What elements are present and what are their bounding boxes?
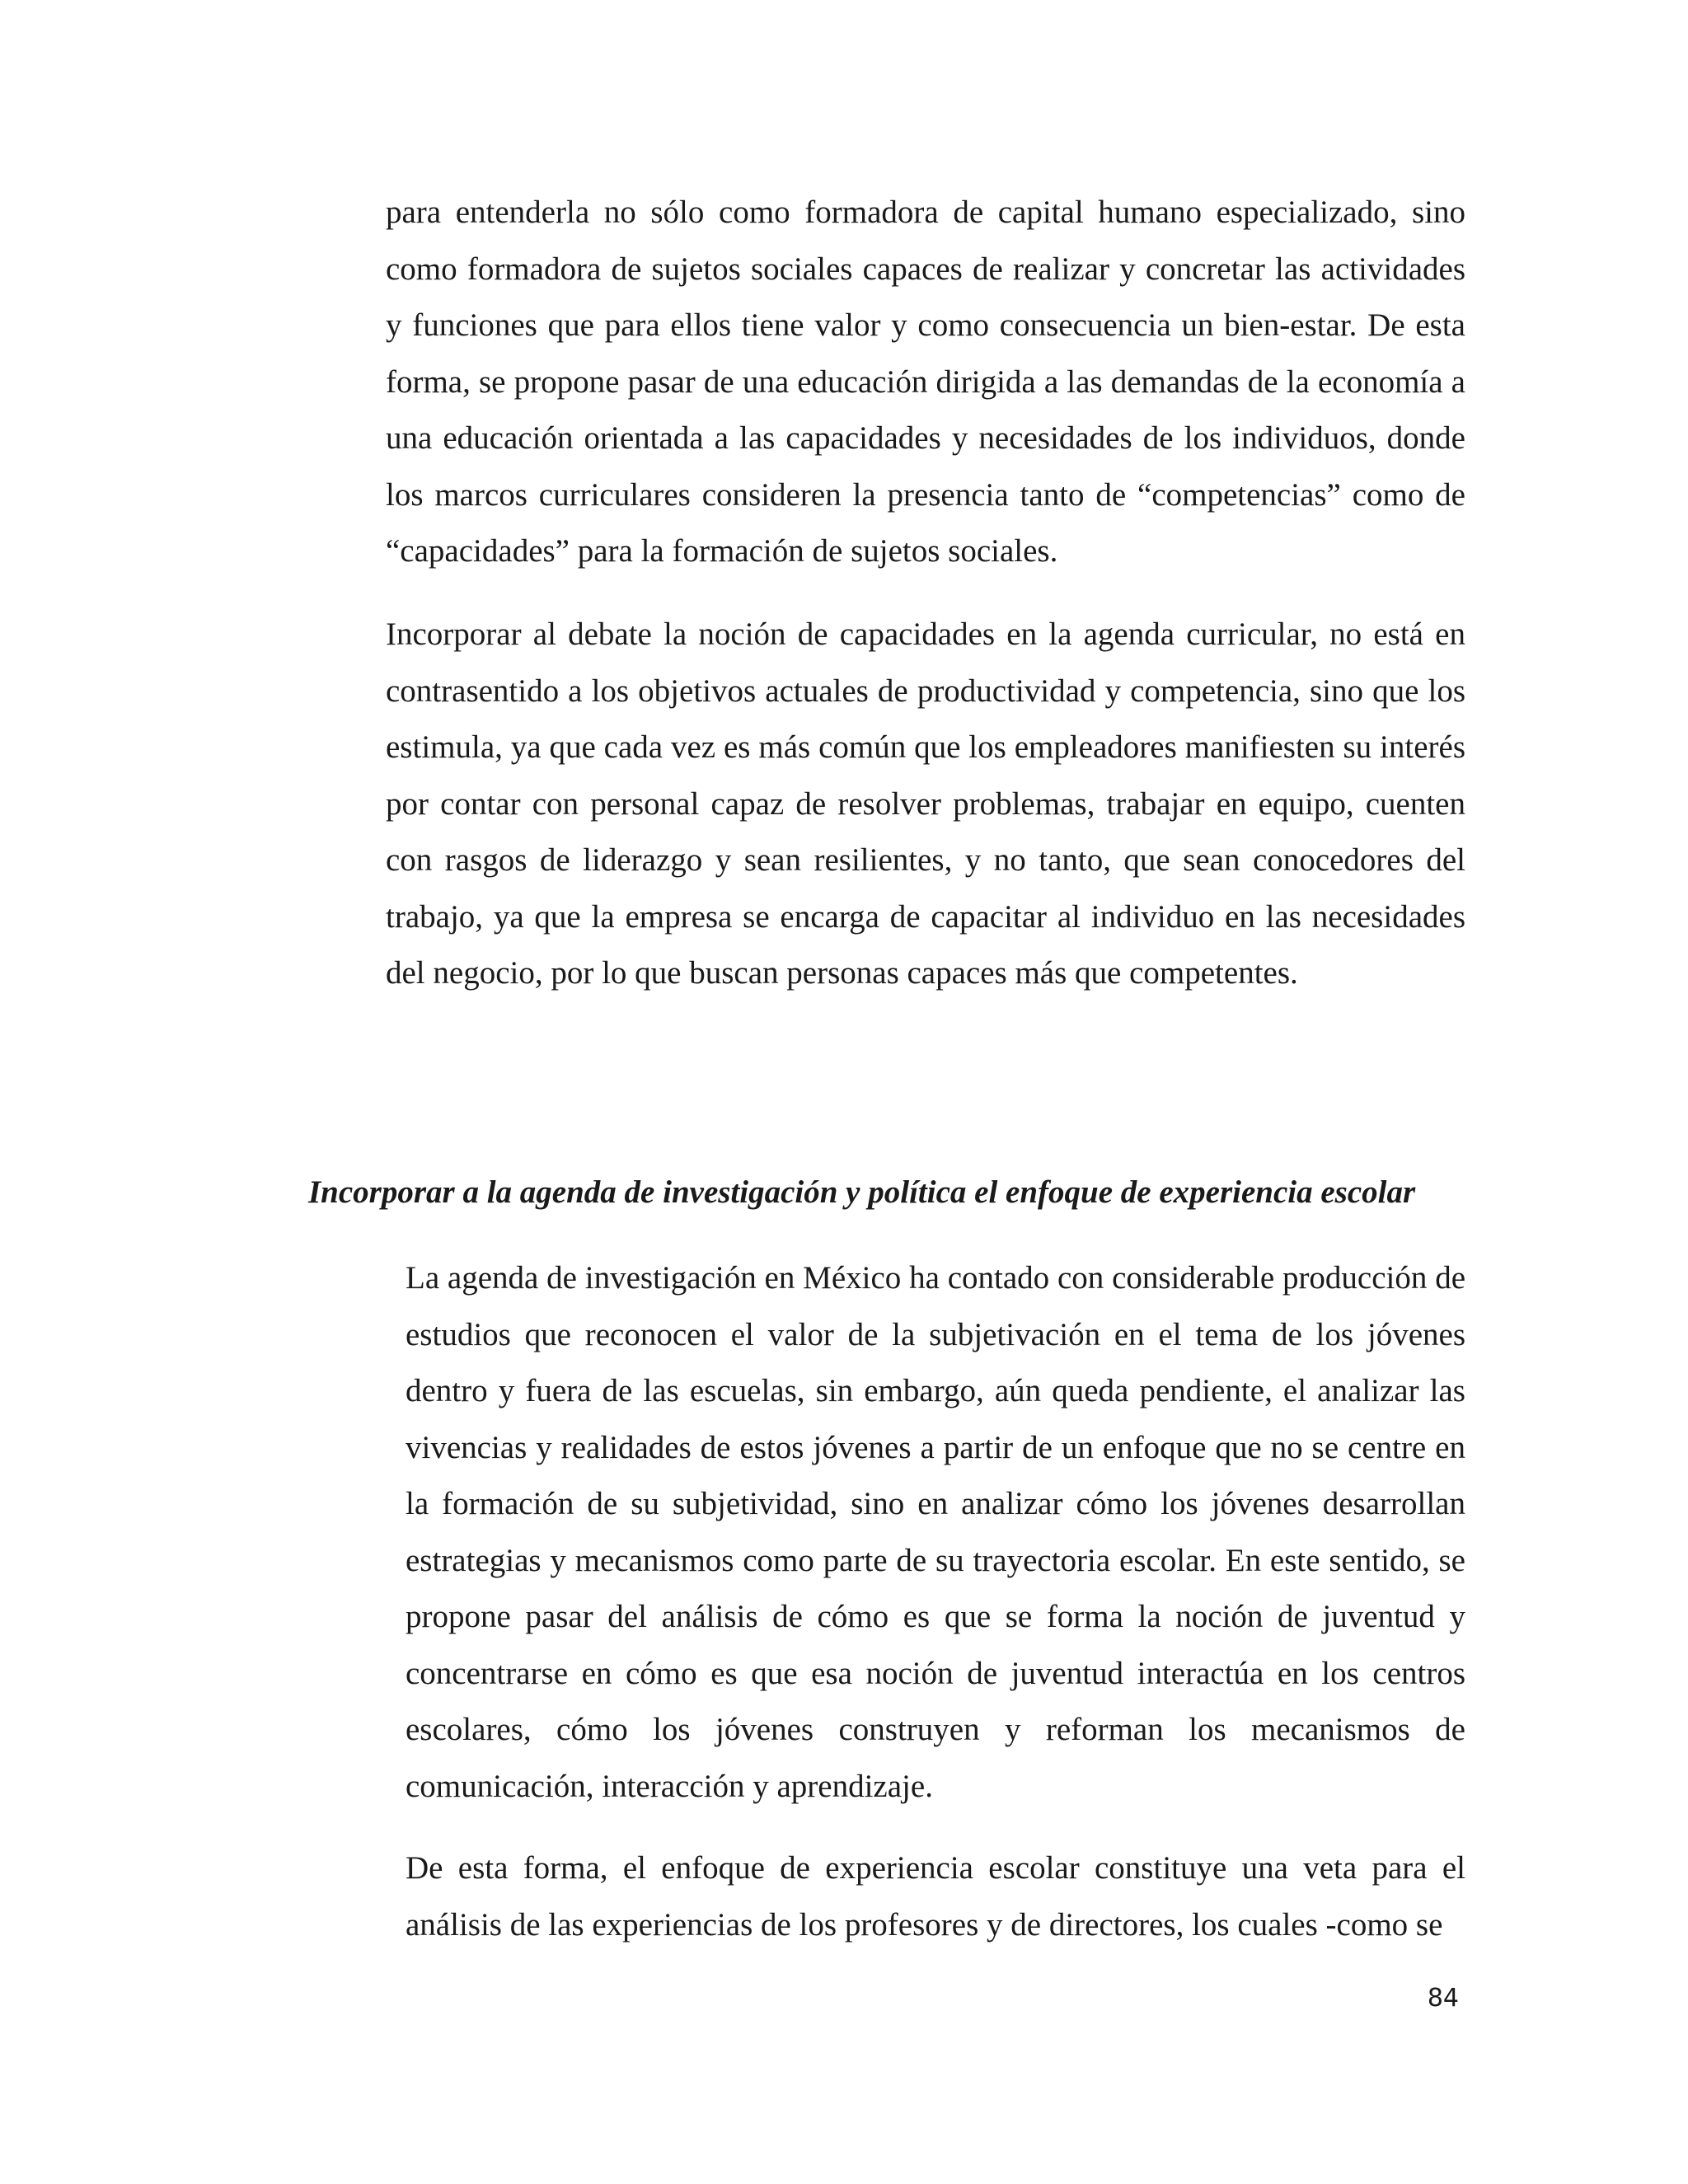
section-subheading: Incorporar a la agenda de investigación y política el enfoque de experiencia escolar (308, 1174, 1416, 1210)
page-number: 84 (1427, 1984, 1459, 2013)
paragraph-debate-capacidades: Incorporar al debate la noción de capacidades en la agenda curricular, no está en contrasentido a los objetivos actuales de productividad y competencia, sino que los estimula, ya que cada vez es más común que los empleadores manifiesten su interés por contar con personal capaz de resolver problemas, trabajar en equipo, cuenten con rasgos de liderazgo y sean resilientes, y no tanto, que sean conocedores del trabajo, ya que la empresa se encarga de capacitar al individuo en las necesidades del negocio, por lo que buscan personas capaces más que competentes. (386, 616, 1465, 991)
paragraph-experiencia-escolar: De esta forma, el enfoque de experiencia escolar constituye una veta para el análisis de las experiencias de los profesores y de directores, los cuales -como se (406, 1850, 1465, 1943)
paragraph-capital-humano: para entenderla no sólo como formadora de capital humano especializado, sino como formadora de sujetos sociales capaces de realizar y concretar las actividades y funciones que para ellos tiene valor y como consecuencia un bien-estar. De esta forma, se propone pasar de una educación dirigida a las demandas de la economía a una educación orientada a las capacidades y necesidades de los individuos, donde los marcos curriculares consideren la presencia tanto de “competencias” como de “capacidades” para la formación de sujetos sociales. (386, 194, 1465, 569)
paragraph-agenda-investigacion: La agenda de investigación en México ha contado con considerable producción de estudios que reconocen el valor de la subjetivación en el tema de los jóvenes dentro y fuera de las escuelas, sin embargo, aún queda pendiente, el analizar las vivencias y realidades de estos jóvenes a partir de un enfoque que no se centre en la formación de su subjetividad, sino en analizar cómo los jóvenes desarrollan estrategias y mecanismos como parte de su trayectoria escolar. En este sentido, se propone pasar del análisis de cómo es que se forma la noción de juventud y concentrarse en cómo es que esa noción de juventud interactúa en los centros escolares, cómo los jóvenes construyen y reforman los mecanismos de comunicación, interacción y aprendizaje. (406, 1260, 1465, 1804)
